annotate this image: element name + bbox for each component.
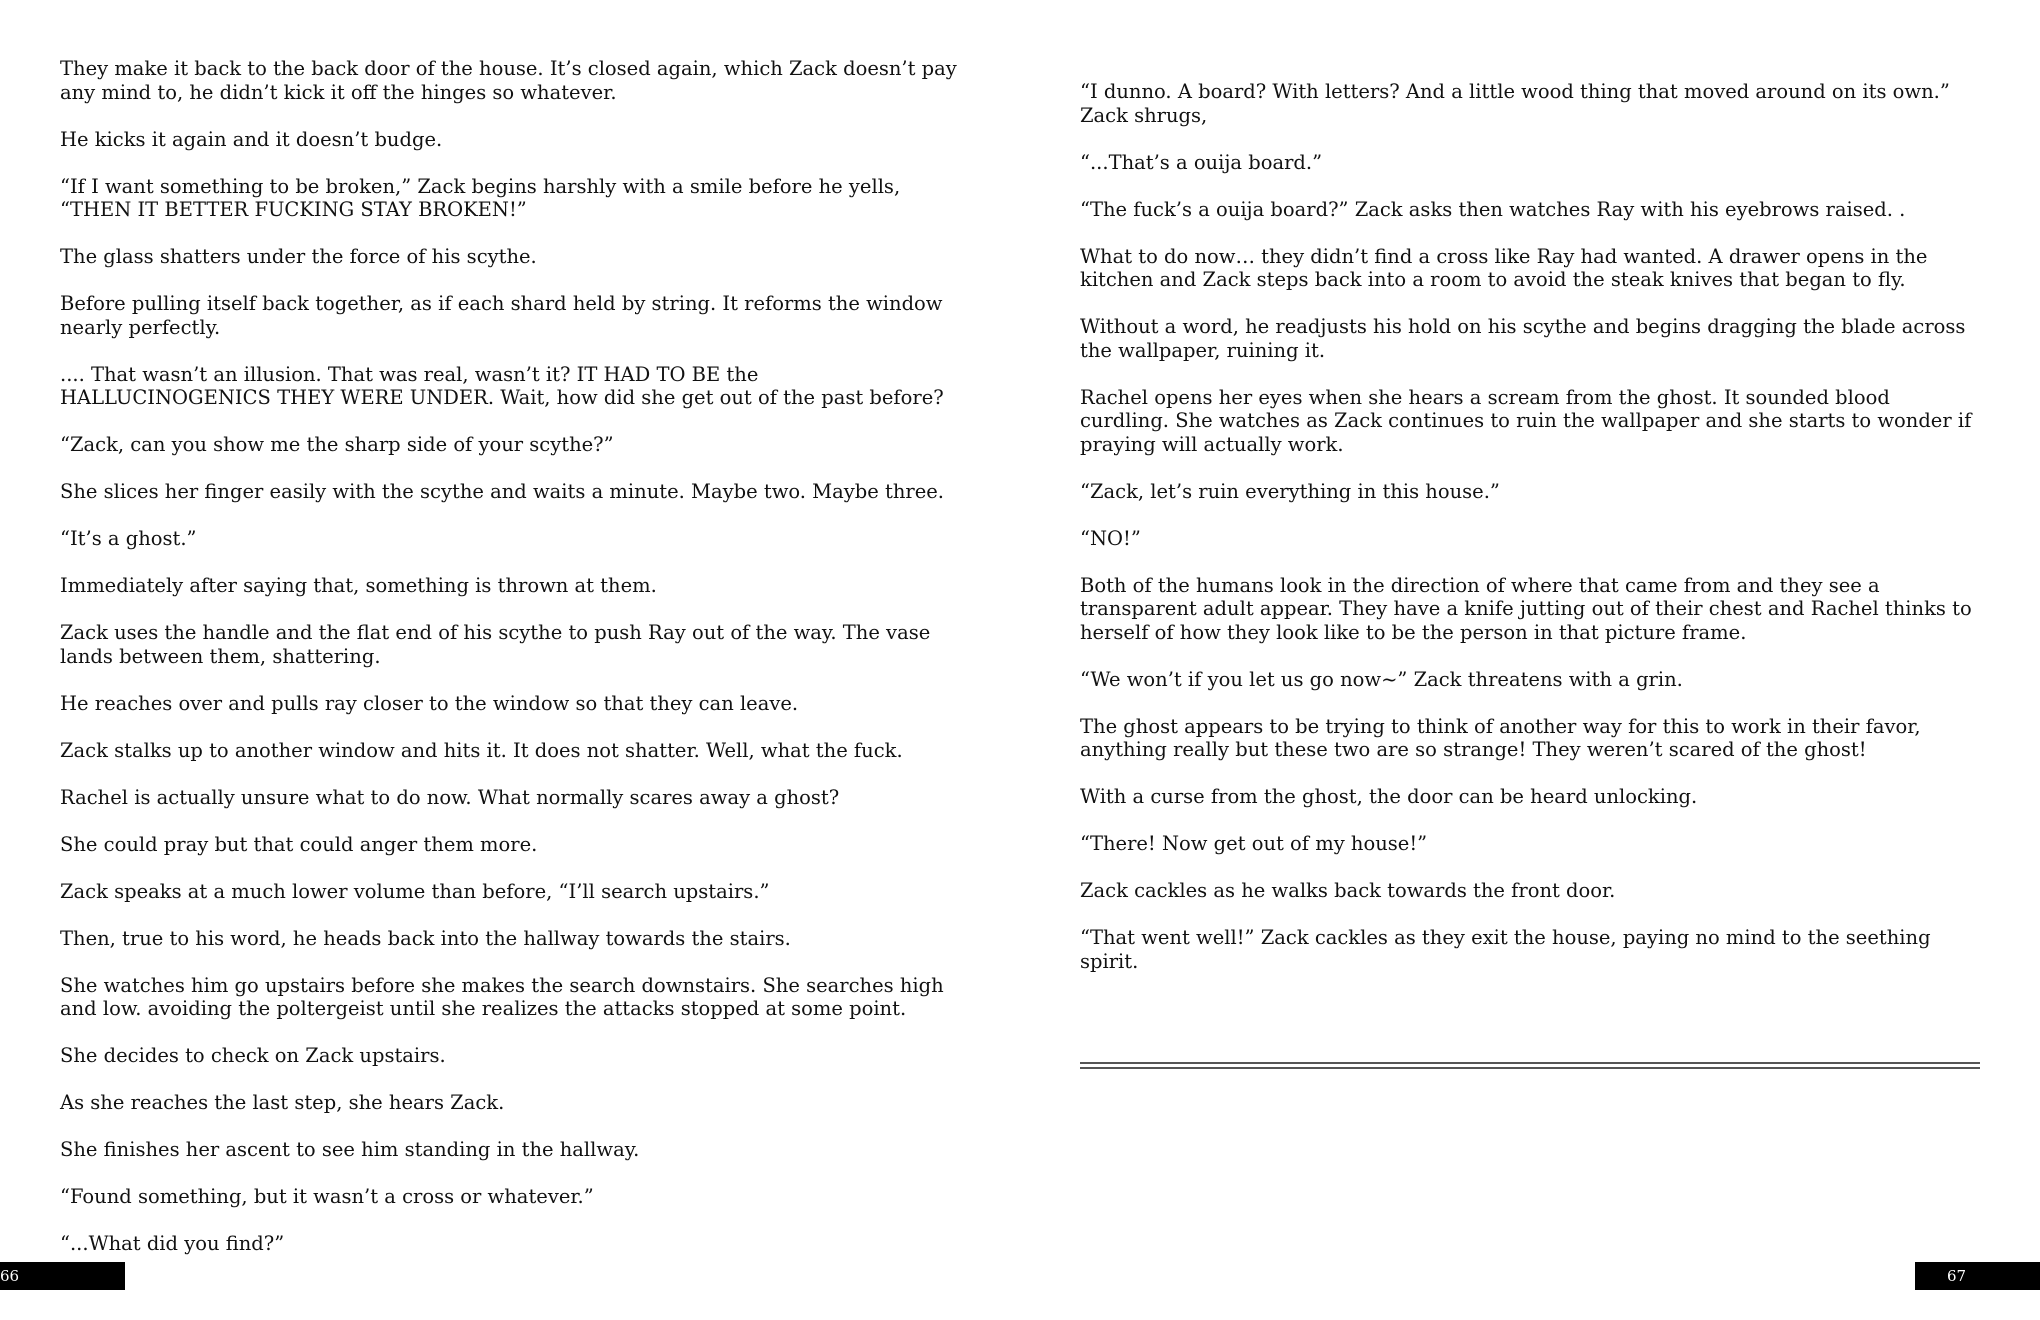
right-page-text [1080,80,1980,997]
paragraph: She decides to check on Zack upstairs. [60,1044,446,1067]
paragraph: Then, true to his word, he heads back into the hallway towards the stairs. [60,926,791,950]
paragraph: Zack speaks at a much lower volume than before, “I’ll search upstairs.” [60,879,770,903]
paragraph: She slices her finger easily with the scythe and waits a minute. Maybe two. Maybe three. [60,480,945,503]
paragraph: Zack stalks up to another window and hits it. It does not shatter. Well, what the fuck. [60,738,903,762]
right-page [1020,0,2040,1320]
paragraph: The ghost appears to be trying to think of another way for this to work in their favor, anything really but these two are so strange! They weren’t scared of the ghost! [1080,714,1921,761]
paragraph: As she reaches the last step, she hears Zack. [60,1091,505,1114]
paragraph: “NO!” [1080,526,1141,550]
paragraph: “The fuck’s a ouija board?” Zack asks then watches Ray with his eyebrows raised. . [1080,197,1906,221]
paragraph: “Zack, let’s ruin everything in this house.” [1080,479,1500,503]
paragraph: “If I want something to be broken,” Zack begins harshly with a smile before he yells, “THEN IT BETTER FUCKING STAY BROKEN!” [60,174,901,221]
paragraph: “It’s a ghost.” [60,527,197,550]
paragraph: Without a word, he readjusts his hold on his scythe and begins dragging the blade across the wallpaper, ruining it. [1080,315,1966,362]
paragraph: Zack cackles as he walks back towards the front door. [1080,879,1616,902]
paragraph: “I dunno. A board? With letters? And a little wood thing that moved around on its own.” Zack shrugs, [1080,80,1950,127]
page-number-label: 67 [1947,1267,1967,1285]
paragraph: What to do now… they didn’t find a cross like Ray had wanted. A drawer opens in the kitchen and Zack steps back into a room to avoid the steak knives that began to fly. [1080,244,1928,291]
left-page-text [60,57,960,1279]
paragraph: “That went well!” Zack cackles as they exit the house, paying no mind to the seething spirit. [1080,926,1931,973]
paragraph: Both of the humans look in the direction of where that came from and they see a transparent adult appear. They have a knife jutting out of their chest and Rachel thinks to herself of how they look like to be the person in that picture frame. [1080,573,1972,644]
page-number-label: 66 [0,1267,20,1285]
paragraph: “...What did you find?” [60,1232,285,1255]
paragraph: .... That wasn’t an illusion. That was real, wasn’t it? IT HAD TO BE the HALLUCINOGENICS THEY WERE UNDER. Wait, how did she get out of the past before? [60,362,944,409]
paragraph: The glass shatters under the force of his scythe. [60,245,537,268]
paragraph: He kicks it again and it doesn’t budge. [60,127,443,151]
paragraph: They make it back to the back door of the house. It’s closed again, which Zack doesn’t pay any mind to, he didn’t kick it off the hinges so whatever. [60,57,957,104]
paragraph: “...That’s a ouija board.” [1080,150,1323,174]
paragraph: She finishes her ascent to see him standing in the hallway. [60,1138,640,1161]
paragraph: She watches him go upstairs before she makes the search downstairs. She searches high and low. avoiding the poltergeist until she realizes the attacks stopped at some point. [60,973,944,1020]
paragraph: He reaches over and pulls ray closer to the window so that they can leave. [60,691,799,715]
paragraph: “We won’t if you let us go now~” Zack threatens with a grin. [1080,667,1683,691]
paragraph: Zack uses the handle and the flat end of his scythe to push Ray out of the way. The vase lands between them, shattering. [60,621,931,668]
paragraph: With a curse from the ghost, the door can be heard unlocking. [1080,785,1698,808]
paragraph: “There! Now get out of my house!” [1080,832,1428,855]
paragraph: Before pulling itself back together, as if each shard held by string. It reforms the window nearly perfectly. [60,292,943,339]
section-divider [1080,1062,1980,1069]
paragraph: Rachel is actually unsure what to do now. What normally scares away a ghost? [60,785,840,809]
paragraph: Rachel opens her eyes when she hears a scream from the ghost. It sounded blood curdling. She watches as Zack continues to ruin the wallpaper and she starts to wonder if praying will actually work. [1080,385,1972,456]
page-number-left [0,1262,125,1290]
paragraph: “Found something, but it wasn’t a cross or whatever.” [60,1185,594,1208]
paragraph: Immediately after saying that, something is thrown at them. [60,574,657,597]
paragraph: She could pray but that could anger them more. [60,832,538,856]
paragraph: “Zack, can you show me the sharp side of your scythe?” [60,433,614,456]
page-number-right [1915,1262,2040,1290]
